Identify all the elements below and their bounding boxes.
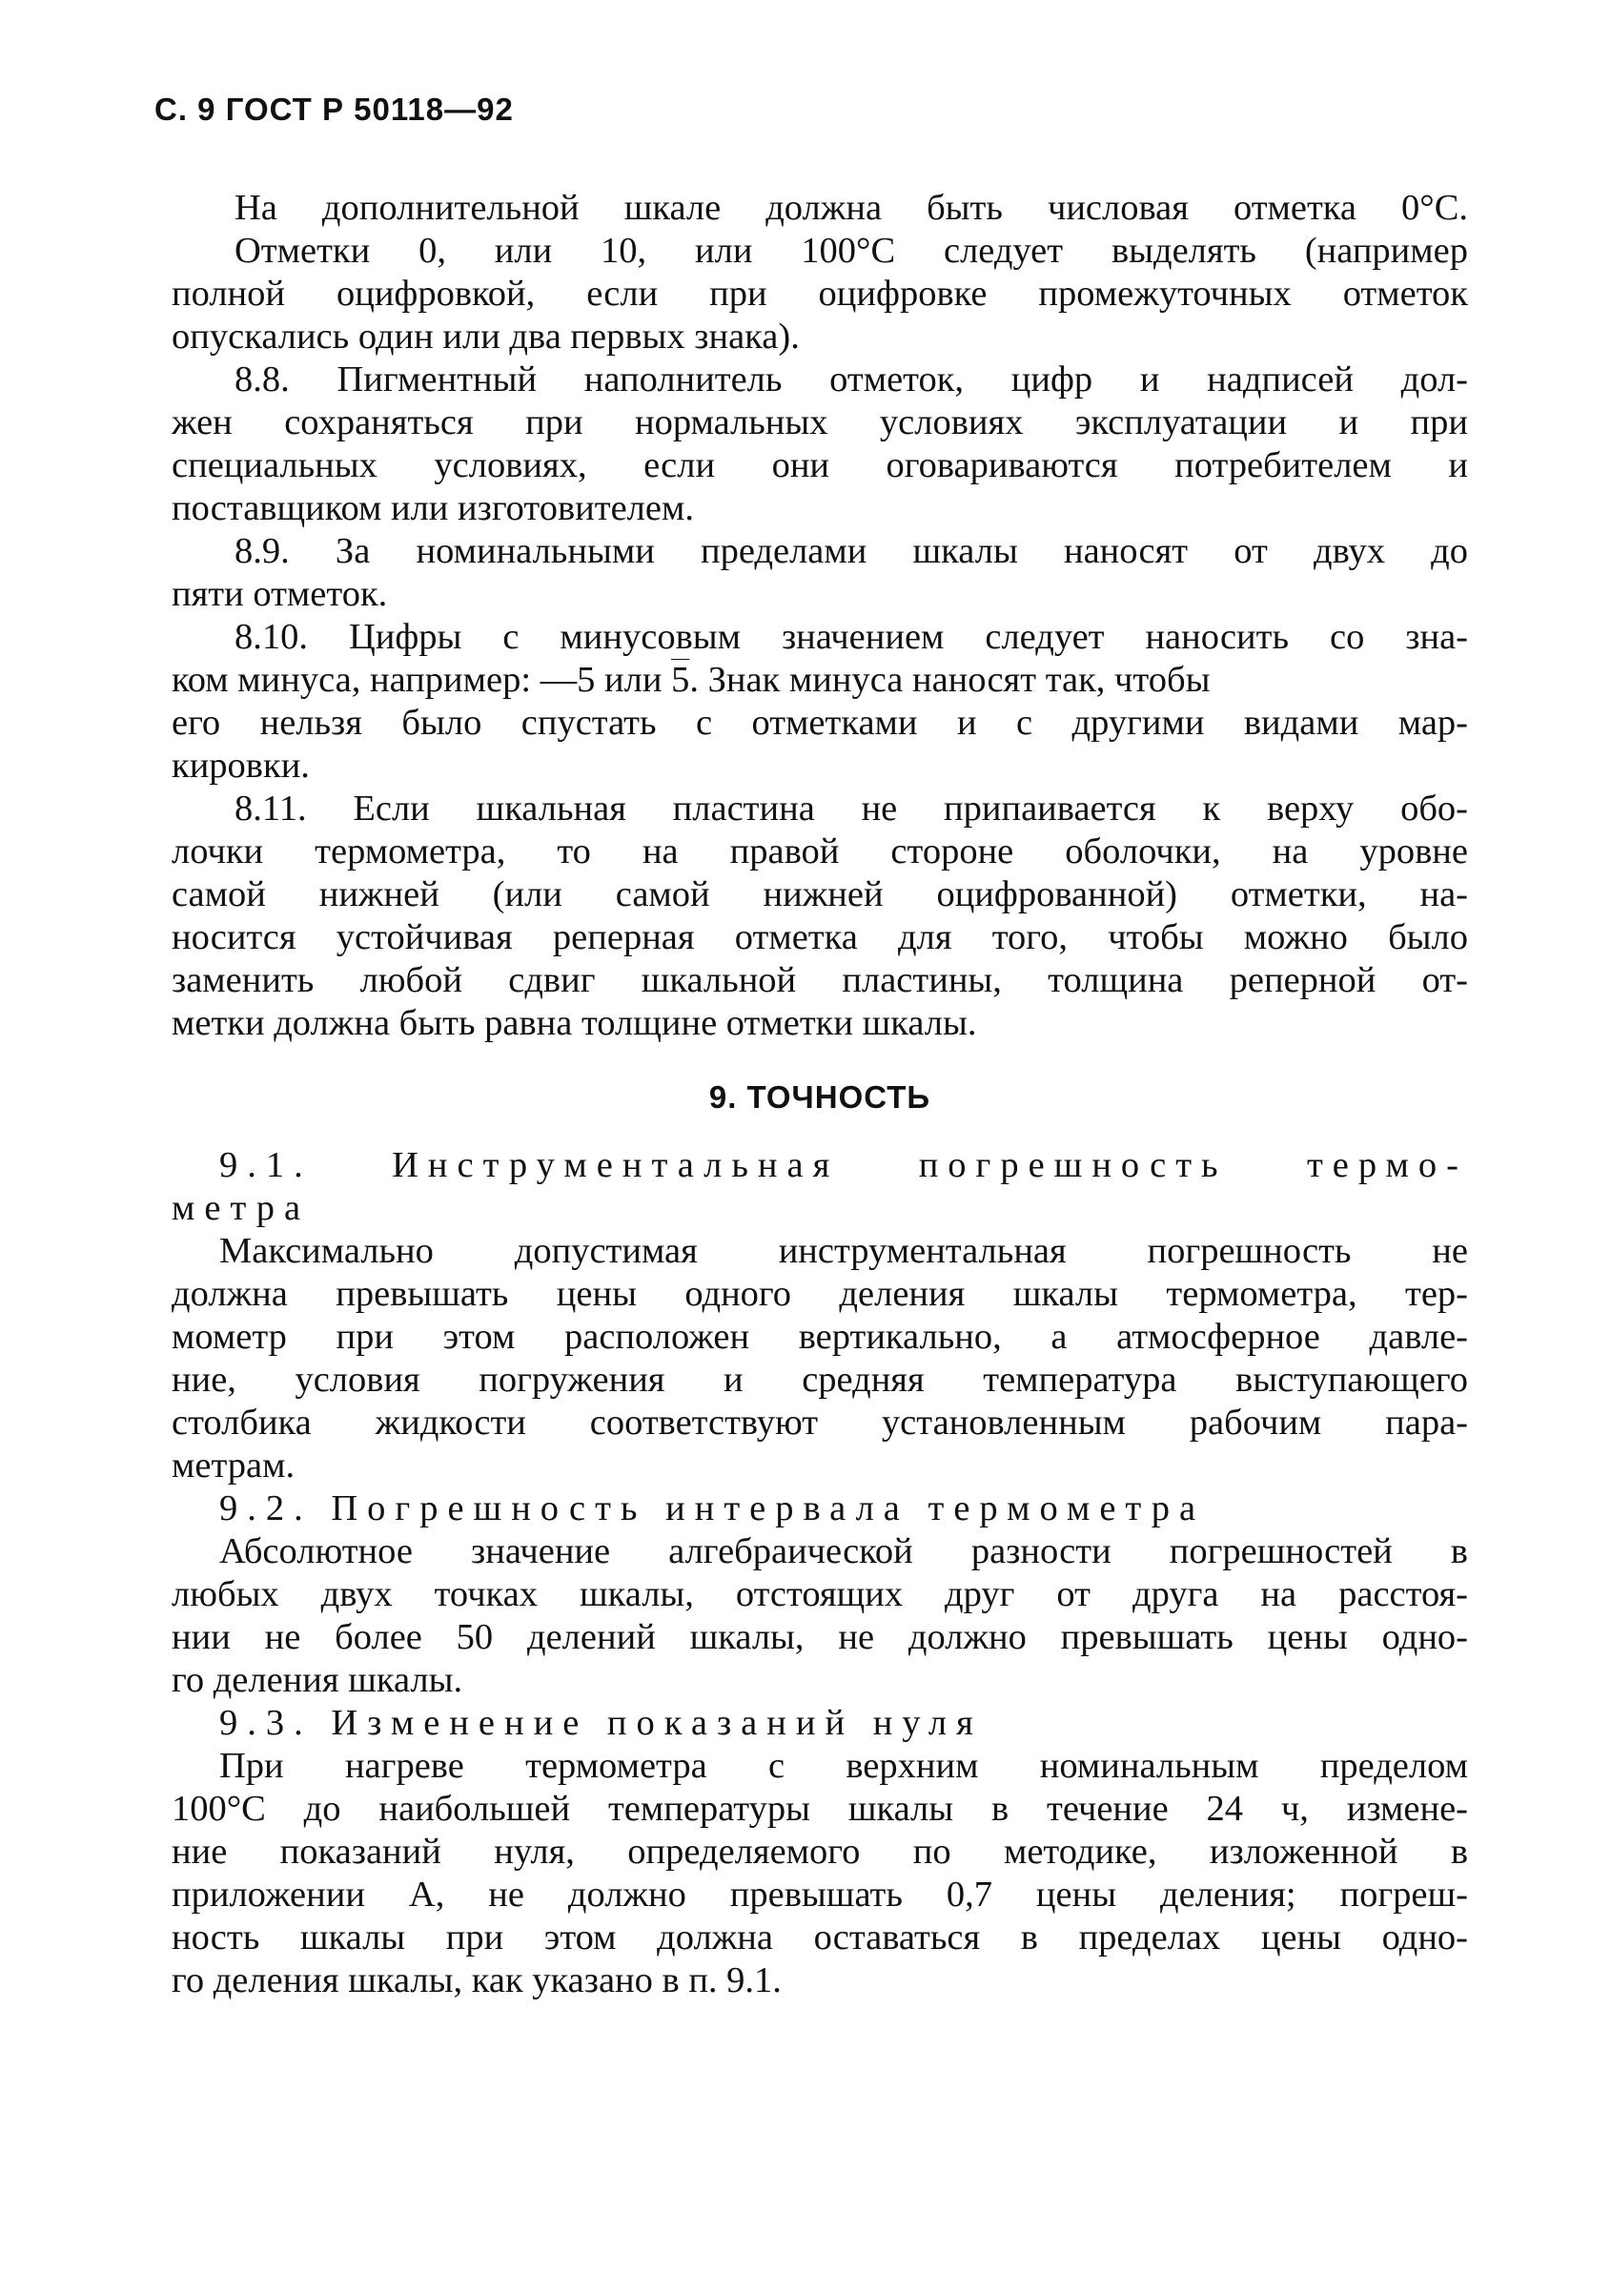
text-line: пяти отметок. (172, 574, 388, 614)
text-fragment (172, 659, 1210, 702)
text-line: жен сохраняться при нормальных условиях эксплуатации и при (172, 402, 1468, 442)
text-line: самой нижней (или самой нижней оцифрованной) отметки, на- (172, 874, 1468, 914)
subsection-heading: метра (172, 1188, 311, 1228)
text-line (172, 659, 1468, 702)
text-line: заменить любой сдвиг шкальной пластины, толщина реперной от- (172, 960, 1468, 1000)
text-line: ние, условия погружения и средняя температура выступающего (172, 1360, 1468, 1400)
subsection-heading: 9.3. Изменение показаний нуля (219, 1703, 983, 1743)
text-line: 8.10. Цифры с минусовым значением следует наносить со зна- (235, 617, 1468, 657)
text-line: 8.9. За номинальными пределами шкалы наносят от двух до (235, 531, 1468, 571)
text-line: Отметки 0, или 10, или 100°С следует выделять (например (235, 231, 1468, 271)
text-line: поставщиком или изготовителем. (172, 488, 694, 528)
text-line: носится устойчивая реперная отметка для того, чтобы можно было (172, 917, 1468, 957)
text-fragment: . Знак минуса наносят так, чтобы (689, 660, 1211, 700)
page-header: С. 9 ГОСТ Р 50118—92 (154, 92, 514, 127)
text-line: метки должна быть равна толщине отметки шкалы. (172, 1003, 977, 1043)
text-line: столбика жидкости соответствуют установленным рабочим пара- (172, 1403, 1468, 1443)
text-line: 100°С до наибольшей температуры шкалы в течение 24 ч, измене- (172, 1789, 1468, 1829)
text-line: 8.8. Пигментный наполнитель отметок, цифр и надписей дол- (235, 359, 1468, 400)
text-line: опускались один или два первых знака). (172, 317, 800, 357)
text-line: ность шкалы при этом должна оставаться в пределах цены одно- (172, 1917, 1468, 1958)
text-line: го деления шкалы. (172, 1660, 463, 1700)
text-line: полной оцифровкой, если при оцифровке промежуточных отметок (172, 274, 1468, 314)
text-line: любых двух точках шкалы, отстоящих друг от друга на расстоя- (172, 1574, 1468, 1614)
text-line: его нельзя было спустать с отметками и с другими видами мар- (172, 703, 1468, 743)
text-line: 8.11. Если шкальная пластина не припаивается к верху обо- (235, 789, 1468, 829)
overlined-number: 5 (671, 660, 690, 700)
text-line: кировки. (172, 746, 310, 786)
subsection-heading: 9.2. Погрешность интервала термометра (219, 1488, 1206, 1528)
text-line: приложении А, не должно превышать 0,7 цены деления; погреш- (172, 1875, 1468, 1915)
text-line: метрам. (172, 1445, 296, 1486)
text-line: ние показаний нуля, определяемого по методике, изложенной в (172, 1832, 1468, 1872)
subsection-heading: 9.1. Инструментальная погрешность термо- (219, 1145, 1468, 1185)
text-line: Максимально допустимая инструментальная погрешность не (219, 1231, 1468, 1271)
text-line: На дополнительной шкале должна быть числовая отметка 0°С. (235, 188, 1468, 228)
text-line: нии не более 50 делений шкалы, не должно превышать цены одно- (172, 1617, 1468, 1657)
text-line: должна превышать цены одного деления шкалы термометра, тер- (172, 1274, 1468, 1314)
text-line: При нагреве термометра с верхним номинальным пределом (219, 1746, 1468, 1786)
text-line: го деления шкалы, как указано в п. 9.1. (172, 1960, 782, 2000)
text-line: Абсолютное значение алгебраической разности погрешностей в (219, 1531, 1468, 1571)
section-heading: 9. ТОЧНОСТЬ (708, 1079, 931, 1115)
text-fragment: ком минуса, например: —5 или (172, 660, 672, 700)
text-line: специальных условиях, если они оговариваются потребителем и (172, 445, 1468, 485)
text-line: лочки термометра, то на правой стороне оболочки, на уровне (172, 831, 1468, 871)
text-line: мометр при этом расположен вертикально, а атмосферное давле- (172, 1317, 1468, 1357)
